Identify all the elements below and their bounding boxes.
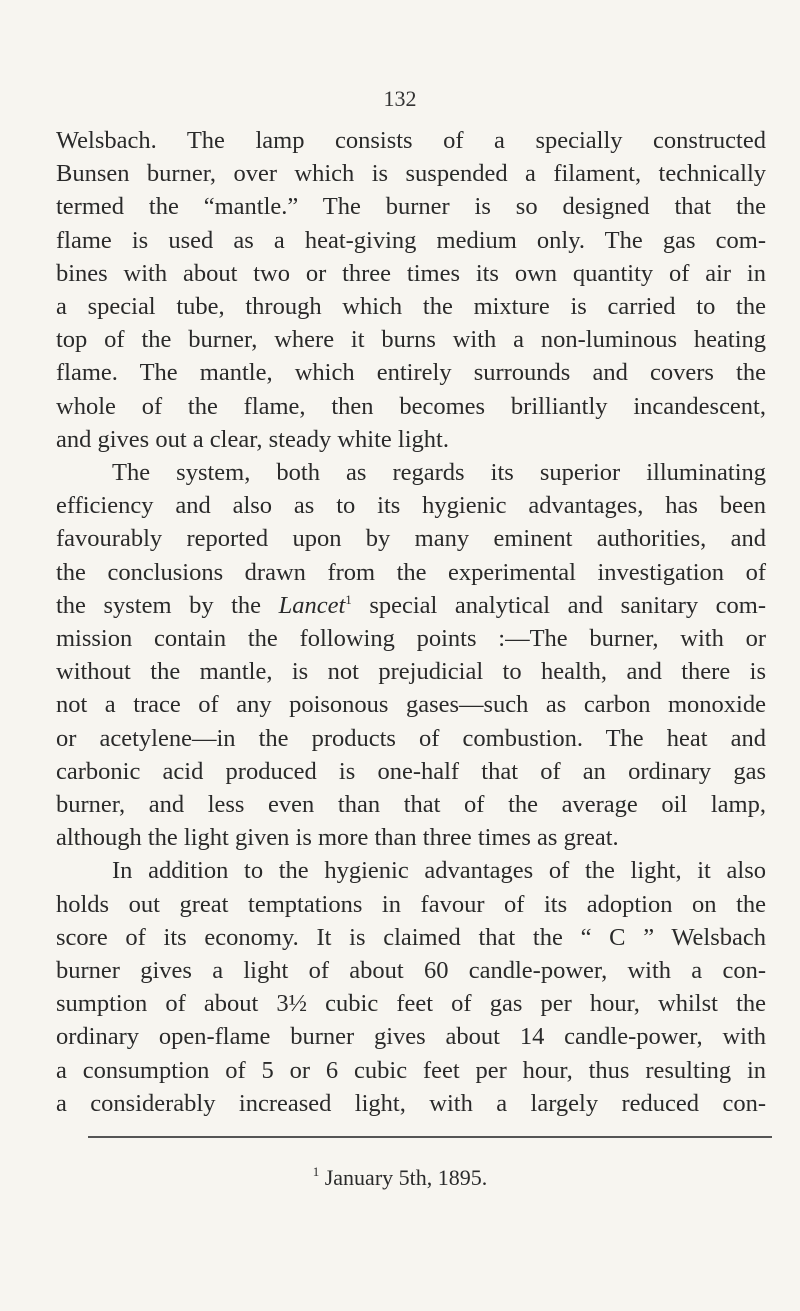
paragraph-3-line: a consumption of 5 or 6 cubic feet per hour, thus resulting in [56,1056,766,1084]
paragraph-3-line: score of its economy. It is claimed that the “ C ” Welsbach [56,923,766,951]
paragraph-1-line: termed the “mantle.” The burner is so designed that the [56,193,766,221]
paragraph-1-line: a special tube, through which the mixture is carried to the [56,293,766,321]
paragraph-3-line: ordinary open-flame burner gives about 14 candle-power, with [56,1023,766,1051]
lancet-title: Lancet [278,591,346,619]
paragraph-2-line: efficiency and also as to its hygienic advantages, has been [56,492,766,520]
footnote-text: January 5th, 1895. [319,1165,488,1190]
paragraph-3-line: In addition to the hygienic advantages of the light, it also [112,857,766,885]
paragraph-1-line: Welsbach. The lamp consists of a specially constructed [56,127,766,154]
paragraph-3-line: holds out great temptations in favour of its adoption on the [56,890,766,918]
paragraph-2-line: or acetylene—in the products of combustion. The heat and [56,724,766,752]
paragraph-3-line: a considerably increased light, with a largely reduced con- [56,1089,766,1117]
paragraph-2-line: without the mantle, is not prejudicial to health, and there is [56,658,766,686]
paragraph-3-line: burner gives a light of about 60 candle-power, with a con- [56,957,766,985]
paragraph-1-line: whole of the flame, then becomes brilliantly incandescent, [56,392,766,420]
paragraph-1-line: flame is used as a heat-giving medium only. The gas com- [56,226,766,254]
paragraph-2-line: carbonic acid produced is one-half that of an ordinary gas [56,757,766,785]
paragraph-2-line: burner, and less even than that of the average oil lamp, [56,791,766,819]
paragraph-2-line: mission contain the following points :—The burner, with or [56,625,766,653]
lancet-line-end: special analytical and sanitary com- [351,591,767,619]
paragraph-2-line: not a trace of any poisonous gases—such as carbon monoxide [56,691,766,719]
body-text [56,124,766,1120]
paragraph-2-line: although the light given is more than three times as great. [56,824,619,852]
footnote [0,1165,800,1191]
paragraph-1-line: top of the burner, where it burns with a non-luminous heating [56,326,766,354]
paragraph-1-line: flame. The mantle, which entirely surrounds and covers the [56,359,766,387]
lancet-line-start: the system by the [56,591,279,619]
paragraph-2-line: The system, both as regards its superior illuminating [112,459,766,487]
footnote-divider [88,1136,772,1138]
footnote-number: 1 [312,1164,320,1179]
page-number: 132 [383,86,417,111]
paragraph-2-line: favourably reported upon by many eminent authorities, and [56,525,766,553]
paragraph-3-line: sumption of about 3½ cubic feet of gas per hour, whilst the [56,990,766,1018]
paragraph-1-line: Bunsen burner, over which is suspended a filament, technically [56,160,766,188]
paragraph-1-line: and gives out a clear, steady white light. [56,425,449,453]
footnote-marker: 1 [345,591,352,607]
paragraph-2-line: the conclusions drawn from the experimental investigation of [56,558,766,586]
paragraph-2-lancet-line [56,589,766,622]
paragraph-1-line: bines with about two or three times its own quantity of air in [56,259,766,287]
